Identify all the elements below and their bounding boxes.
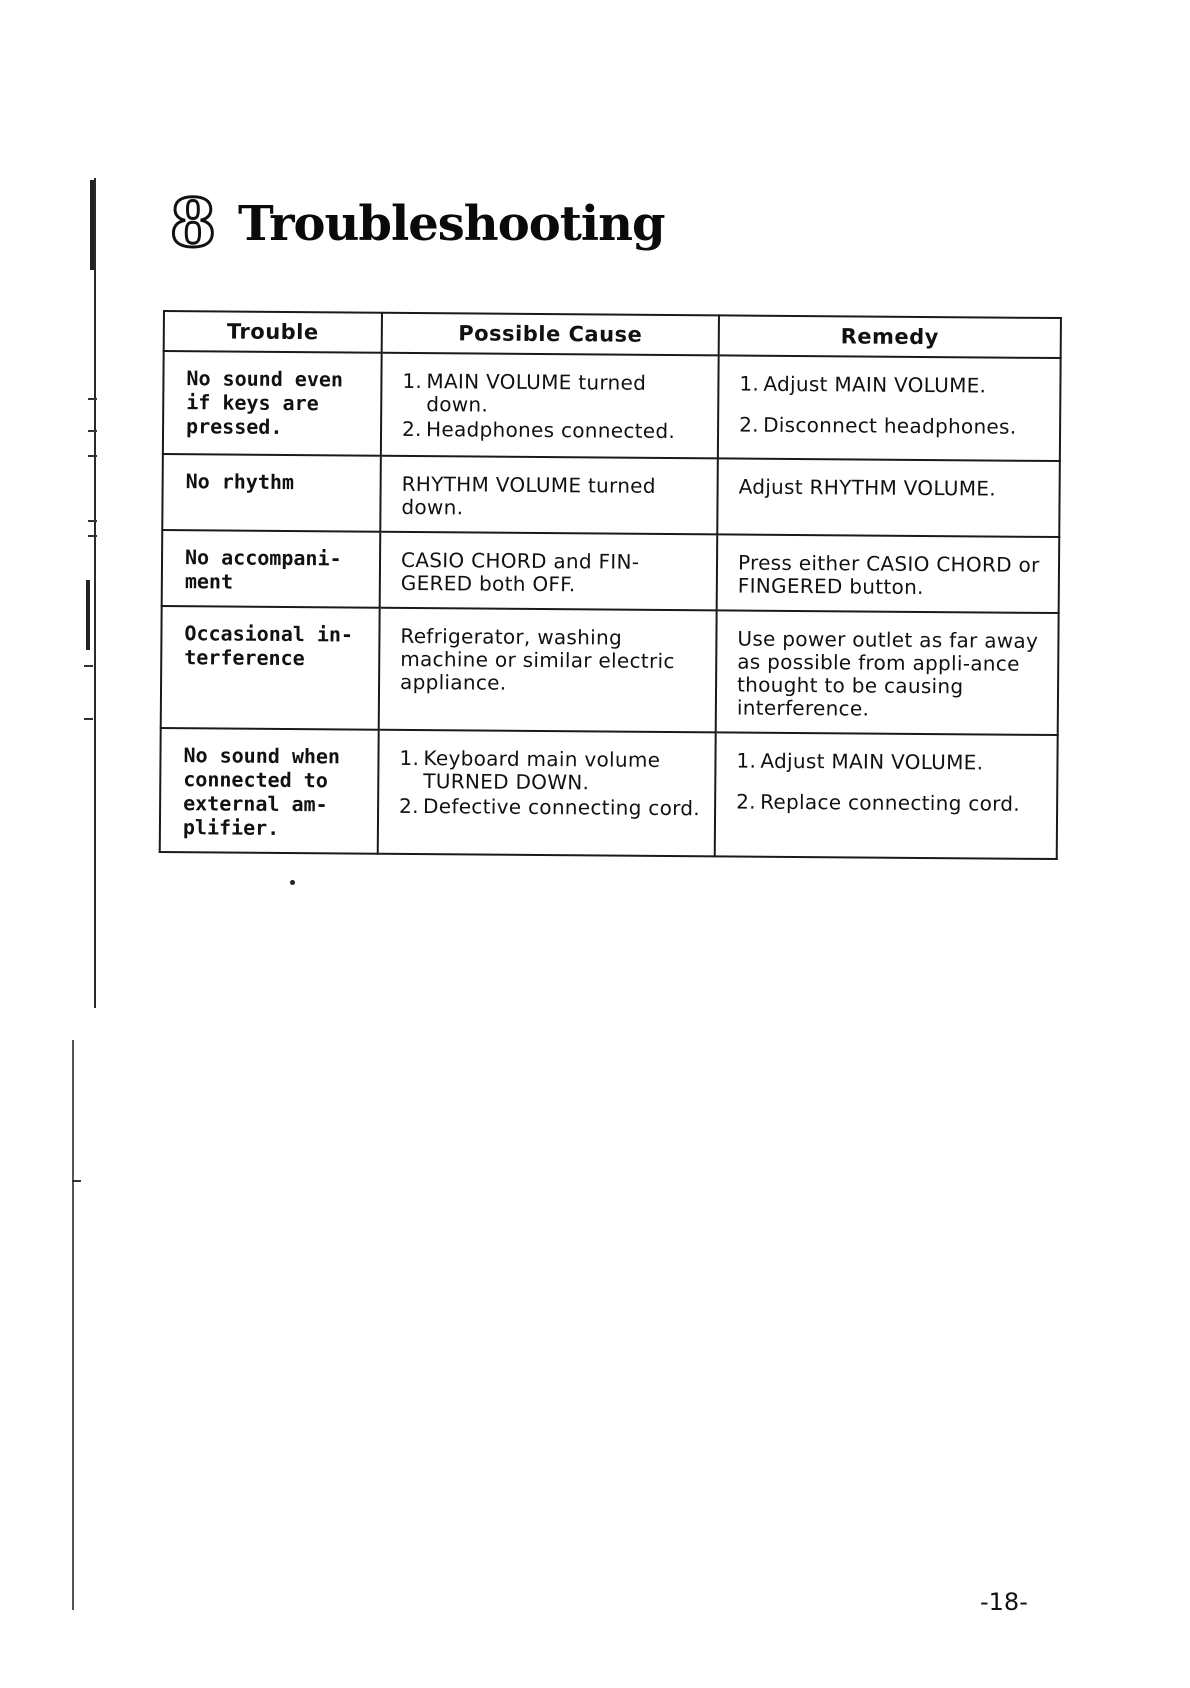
cause-text: MAIN VOLUME turned down. bbox=[426, 369, 647, 417]
remedy-cell bbox=[718, 355, 1061, 461]
cause-list bbox=[382, 354, 718, 458]
trouble-cell bbox=[161, 606, 380, 730]
list-number: 1. bbox=[402, 368, 423, 394]
table-row bbox=[162, 530, 1060, 613]
cause-text: RHYTHM VOLUME turned down. bbox=[401, 471, 656, 520]
column-header-remedy: Remedy bbox=[719, 315, 1061, 358]
cause-text: Defective connecting cord. bbox=[423, 794, 701, 821]
trouble-cell bbox=[160, 728, 379, 854]
svg-text:8: 8 bbox=[170, 190, 216, 258]
remedy-cell bbox=[717, 534, 1060, 613]
remedy-text: Press either CASIO CHORD or FINGERED button. bbox=[737, 550, 1040, 599]
table-row bbox=[162, 454, 1060, 537]
page-title: Troubleshooting bbox=[238, 196, 665, 252]
list-number: 2. bbox=[739, 412, 759, 437]
cause-text: Refrigerator, washing machine or similar electric appliance. bbox=[399, 623, 675, 695]
binding-tick bbox=[72, 1180, 81, 1182]
binding-edge-line bbox=[94, 178, 96, 1008]
cause-text: Headphones connected. bbox=[425, 417, 676, 444]
cause-cell bbox=[381, 353, 719, 459]
trouble-text: Occasional in-terference bbox=[184, 621, 354, 671]
remedy-list bbox=[716, 733, 1057, 828]
list-number: 1. bbox=[739, 371, 760, 396]
binding-tick bbox=[84, 718, 93, 720]
trouble-text: No sound when connected to external am-plifier. bbox=[182, 743, 341, 840]
remedy-cell bbox=[716, 610, 1059, 735]
list-item bbox=[736, 791, 1046, 816]
list-number: 1. bbox=[399, 745, 420, 771]
trouble-text: No accompani-ment bbox=[184, 545, 342, 594]
remedy-text: Adjust MAIN VOLUME. bbox=[760, 748, 984, 775]
column-header-cause: Possible Cause bbox=[382, 313, 719, 356]
binding-tick bbox=[88, 520, 97, 522]
binding-tick bbox=[88, 430, 97, 432]
binding-tick bbox=[84, 665, 93, 667]
trouble-text: No rhythm bbox=[185, 469, 295, 495]
remedy-text: Adjust RHYTHM VOLUME. bbox=[738, 474, 997, 501]
cause-cell bbox=[379, 608, 717, 733]
column-header-trouble: Trouble bbox=[164, 311, 382, 353]
remedy-cell bbox=[715, 732, 1058, 859]
remedy-text: Replace connecting cord. bbox=[760, 789, 1021, 816]
list-item bbox=[736, 750, 1046, 775]
page-number: -18- bbox=[980, 1588, 1028, 1616]
table-row bbox=[161, 606, 1059, 735]
list-number: 2. bbox=[401, 416, 422, 442]
chapter-number-badge bbox=[170, 190, 216, 258]
list-item bbox=[399, 747, 704, 795]
remedy-text: Use power outlet as far away as possible from appli-ance thought to be causing interference. bbox=[736, 626, 1039, 721]
trouble-text: No sound even if keys are pressed. bbox=[185, 366, 344, 439]
cause-cell bbox=[380, 456, 718, 535]
list-item bbox=[739, 414, 1049, 439]
stray-ink-dot bbox=[290, 880, 295, 885]
list-item bbox=[739, 373, 1049, 398]
list-number: 2. bbox=[736, 789, 756, 814]
trouble-cell bbox=[163, 351, 382, 456]
binding-edge-line bbox=[72, 1040, 74, 1610]
cause-list bbox=[379, 731, 715, 835]
trouble-cell bbox=[162, 454, 381, 532]
page-header bbox=[170, 190, 665, 258]
trouble-cell bbox=[162, 530, 381, 608]
cause-text: Keyboard main volume TURNED DOWN. bbox=[423, 746, 661, 795]
table-row bbox=[160, 728, 1058, 859]
binding-edge-mark bbox=[86, 580, 90, 650]
binding-tick bbox=[88, 455, 97, 457]
remedy-cell bbox=[717, 458, 1060, 537]
list-item bbox=[402, 418, 707, 443]
binding-tick bbox=[88, 535, 97, 537]
troubleshooting-table bbox=[159, 310, 1060, 860]
list-number: 1. bbox=[736, 748, 757, 773]
table-header-row bbox=[164, 311, 1061, 358]
remedy-text: Disconnect headphones. bbox=[763, 412, 1017, 439]
list-number: 2. bbox=[399, 793, 419, 819]
remedy-list bbox=[719, 356, 1060, 451]
list-item bbox=[402, 370, 707, 418]
binding-tick bbox=[88, 398, 97, 400]
remedy-text: Adjust MAIN VOLUME. bbox=[763, 371, 987, 398]
cause-text: CASIO CHORD and FIN-GERED both OFF. bbox=[400, 547, 640, 597]
table-row bbox=[163, 351, 1061, 461]
list-item bbox=[399, 795, 704, 820]
cause-cell bbox=[380, 532, 718, 611]
cause-cell bbox=[378, 730, 716, 857]
